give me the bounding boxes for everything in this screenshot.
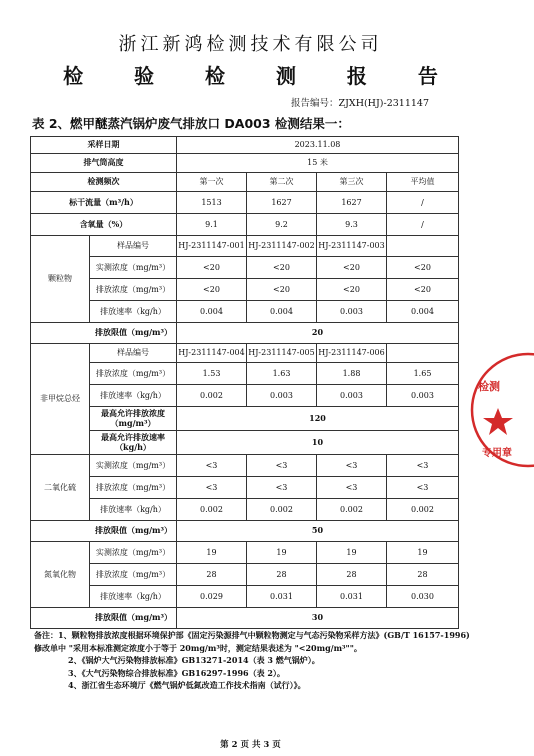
nox-emission: 28: [317, 564, 387, 586]
nmhc-rate: 0.002: [177, 385, 247, 407]
table-row: [31, 385, 459, 407]
pm-emission: <20: [247, 279, 317, 301]
nox-measured: 19: [317, 542, 387, 564]
nox-rate: 0.029: [177, 586, 247, 608]
nmhc-emission: 1.65: [387, 363, 459, 385]
so2-emission: <3: [177, 477, 247, 499]
emission-label: 排放浓度（mg/m³）: [90, 564, 177, 586]
so2-rate: 0.002: [317, 499, 387, 521]
measured-label: 实测浓度（mg/m³）: [90, 455, 177, 477]
nmhc-max-conc: 120: [177, 407, 459, 431]
company-name: 浙江新鸿检测技术有限公司: [118, 34, 383, 55]
pm-emission: <20: [177, 279, 247, 301]
o2-value: 9.3: [317, 214, 387, 236]
nox-name: 氮氧化物: [31, 542, 90, 608]
o2-label: 含氧量（%）: [31, 214, 177, 236]
measured-label: 实测浓度（mg/m³）: [90, 542, 177, 564]
so2-emission: <3: [317, 477, 387, 499]
table-row: [31, 499, 459, 521]
nox-measured: 19: [387, 542, 459, 564]
report-number: 报告编号：ZJXH(HJ)-2311147: [291, 98, 429, 109]
flow-label: 标干流量（m³/h）: [31, 192, 177, 214]
limit-label: 排放限值（mg/m³）: [31, 608, 177, 629]
limit-label: 排放限值（mg/m³）: [31, 323, 177, 344]
seal-text-top: 检测: [478, 380, 500, 393]
note-line: 4、浙江省生态环境厅《燃气锅炉低氮改造工作技术指南（试行）》。: [68, 680, 306, 691]
pm-measured: <20: [387, 257, 459, 279]
sample-no: HJ-2311147-001: [177, 236, 247, 257]
nmhc-max-rate: 10: [177, 431, 459, 455]
table-row: [31, 477, 459, 499]
table-row: [31, 323, 459, 344]
measured-label: 实测浓度（mg/m³）: [90, 257, 177, 279]
nox-measured: 19: [247, 542, 317, 564]
seal-star: [483, 408, 513, 435]
nmhc-name: 非甲烷总烃: [31, 344, 90, 455]
flow-value: 1627: [317, 192, 387, 214]
nox-emission: 28: [387, 564, 459, 586]
table-row: [31, 542, 459, 564]
rate-label: 排放速率（kg/h）: [90, 586, 177, 608]
sample-no-label: 样品编号: [90, 236, 177, 257]
table-row: [31, 214, 459, 236]
table-row: [31, 192, 459, 214]
emission-label: 排放浓度（mg/m³）: [90, 477, 177, 499]
notes: [34, 629, 470, 692]
pm-emission: <20: [317, 279, 387, 301]
so2-rate: 0.002: [247, 499, 317, 521]
table-row: [31, 564, 459, 586]
pm-measured: <20: [177, 257, 247, 279]
so2-measured: <3: [317, 455, 387, 477]
nmhc-rate: 0.003: [387, 385, 459, 407]
freq-header: 平均值: [387, 173, 459, 192]
sample-no: HJ-2311147-006: [317, 344, 387, 363]
nmhc-rate: 0.003: [317, 385, 387, 407]
note-line: 2、《锅炉大气污染物排放标准》GB13271-2014（表 3 燃气锅炉）。: [68, 655, 320, 666]
pm-rate: 0.004: [247, 301, 317, 323]
table-title: 表 2、燃甲醚蒸汽锅炉废气排放口 DA003 检测结果一：: [32, 116, 350, 131]
stack-height: 15 米: [177, 154, 459, 173]
sample-no: HJ-2311147-002: [247, 236, 317, 257]
o2-value: /: [387, 214, 459, 236]
results-table: [30, 136, 459, 629]
flow-value: /: [387, 192, 459, 214]
note-line: 3、《大气污染物综合排放标准》GB16297-1996（表 2）。: [68, 667, 285, 678]
page-number: 第 2 页 共 3 页: [220, 740, 281, 750]
rate-label: 排放速率（kg/h）: [90, 385, 177, 407]
table-row: [31, 257, 459, 279]
note-line: 修改单中 "采用本标准测定浓度小于等于 20mg/m³时，测定结果表述为 "<20mg/m³""。: [34, 642, 362, 653]
table-row: [31, 301, 459, 323]
so2-rate: 0.002: [387, 499, 459, 521]
table-row: [31, 137, 459, 154]
so2-emission: <3: [387, 477, 459, 499]
freq-header: 第一次: [177, 173, 247, 192]
sampling-date-label: 采样日期: [31, 137, 177, 154]
table-row: [31, 279, 459, 301]
table-row: [31, 407, 459, 431]
freq-header: 第二次: [247, 173, 317, 192]
table-row: [31, 173, 459, 192]
table-row: [31, 363, 459, 385]
pm-measured: <20: [317, 257, 387, 279]
o2-value: 9.2: [247, 214, 317, 236]
freq-label: 检测频次: [31, 173, 177, 192]
nmhc-emission: 1.53: [177, 363, 247, 385]
nox-rate: 0.030: [387, 586, 459, 608]
pm-rate: 0.004: [387, 301, 459, 323]
table-row: [31, 521, 459, 542]
table-row: [31, 236, 459, 257]
max-rate-label: 最高允许排放速率（kg/h）: [90, 431, 177, 455]
o2-value: 9.1: [177, 214, 247, 236]
nox-emission: 28: [177, 564, 247, 586]
nox-measured: 19: [177, 542, 247, 564]
so2-measured: <3: [387, 455, 459, 477]
nox-rate: 0.031: [247, 586, 317, 608]
report-title: 检 验 检 测 报 告: [63, 64, 460, 88]
empty-cell: [387, 344, 459, 363]
rate-label: 排放速率（kg/h）: [90, 499, 177, 521]
sample-no: HJ-2311147-003: [317, 236, 387, 257]
empty-cell: [387, 236, 459, 257]
so2-emission: <3: [247, 477, 317, 499]
nox-rate: 0.031: [317, 586, 387, 608]
seal-text-bottom: 专用章: [482, 448, 512, 459]
flow-value: 1627: [247, 192, 317, 214]
limit-label: 排放限值（mg/m³）: [31, 521, 177, 542]
table-row: [31, 586, 459, 608]
sample-no: HJ-2311147-005: [247, 344, 317, 363]
table-row: [31, 344, 459, 363]
so2-measured: <3: [247, 455, 317, 477]
sample-no-label: 样品编号: [90, 344, 177, 363]
so2-name: 二氧化硫: [31, 455, 90, 521]
freq-header: 第三次: [317, 173, 387, 192]
pm-limit: 20: [177, 323, 459, 344]
table-row: [31, 154, 459, 173]
table-row: [31, 608, 459, 629]
pm-rate: 0.003: [317, 301, 387, 323]
flow-value: 1513: [177, 192, 247, 214]
nmhc-emission: 1.63: [247, 363, 317, 385]
pm-name: 颗粒物: [31, 236, 90, 323]
table-row: [31, 431, 459, 455]
nox-limit: 30: [177, 608, 459, 629]
pm-measured: <20: [247, 257, 317, 279]
table-row: [31, 455, 459, 477]
pm-emission: <20: [387, 279, 459, 301]
nmhc-emission: 1.88: [317, 363, 387, 385]
emission-label: 排放浓度（mg/m³）: [90, 279, 177, 301]
note-line: 备注：1、颗粒物排放浓度根据环境保护部《固定污染源排气中颗粒物测定与气态污染物采样方法》(GB/T 16157-1996): [34, 630, 470, 640]
stack-height-label: 排气筒高度: [31, 154, 177, 173]
nmhc-rate: 0.003: [247, 385, 317, 407]
so2-measured: <3: [177, 455, 247, 477]
pm-rate: 0.004: [177, 301, 247, 323]
sample-no: HJ-2311147-004: [177, 344, 247, 363]
rate-label: 排放速率（kg/h）: [90, 301, 177, 323]
so2-limit: 50: [177, 521, 459, 542]
max-conc-label: 最高允许排放浓度（mg/m³）: [90, 407, 177, 431]
so2-rate: 0.002: [177, 499, 247, 521]
nox-emission: 28: [247, 564, 317, 586]
seal-stamp: [468, 350, 534, 470]
emission-label: 排放浓度（mg/m³）: [90, 363, 177, 385]
sampling-date: 2023.11.08: [177, 137, 459, 154]
